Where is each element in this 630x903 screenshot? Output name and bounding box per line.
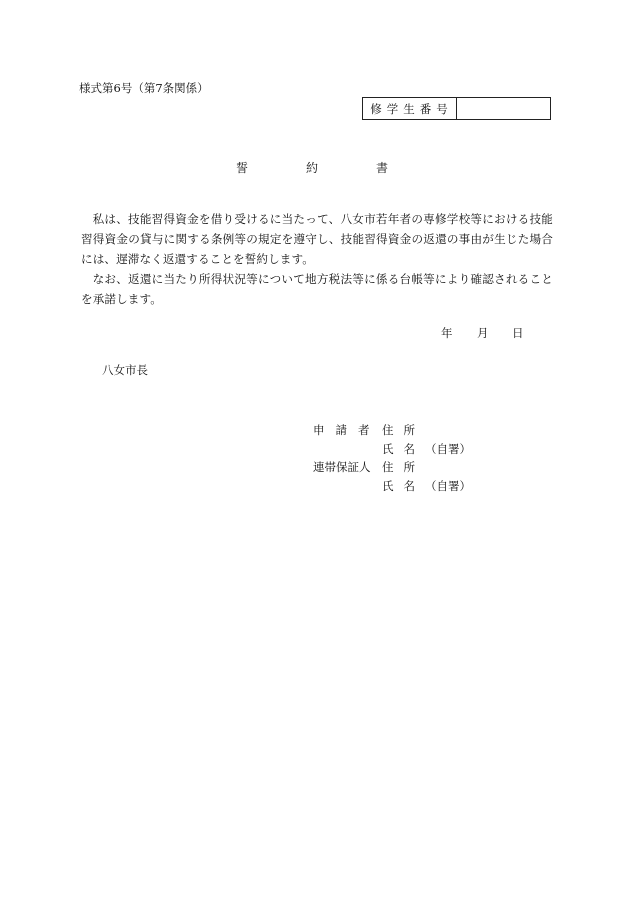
title-char-1: 誓 [236,161,249,175]
guarantor-name-label: 氏名 [382,479,425,493]
student-number-box [362,97,551,120]
pledge-body [81,209,553,309]
guarantor-name-row [382,478,471,494]
guarantor-signature-note: （自署） [425,479,471,493]
guarantor-label: 連帯保証人 [313,460,371,474]
student-number-label: 修学生番号 [363,98,457,119]
date-day-label: 日 [512,326,524,340]
applicant-name-row [382,441,471,457]
form-number: 様式第6号（第7条関係） [79,81,209,95]
applicant-signature-note: （自署） [425,442,471,456]
recipient: 八女市長 [102,363,148,377]
date-year-label: 年 [441,326,453,340]
pledge-paragraph-2: なお、返還に当たり所得状況等について地方税法等に係る台帳等により確認されることを承諾します。 [81,272,553,306]
guarantor-address-label: 住所 [382,460,425,474]
date-month-label: 月 [477,326,489,340]
applicant-label: 申請者 [313,423,381,437]
title-char-2: 約 [306,161,319,175]
pledge-paragraph-1: 私は、技能習得資金を借り受けるに当たって、八女市若年者の専修学校等における技能習得資金の貸与に関する条例等の規定を遵守し、技能習得資金の返還の事由が生じた場合には、遅滞なく返還することを誓約します。 [81,212,553,266]
title-char-3: 書 [376,161,389,175]
student-number-field[interactable] [457,98,550,119]
applicant-address-label: 住所 [382,423,425,437]
applicant-name-label: 氏名 [382,442,425,456]
